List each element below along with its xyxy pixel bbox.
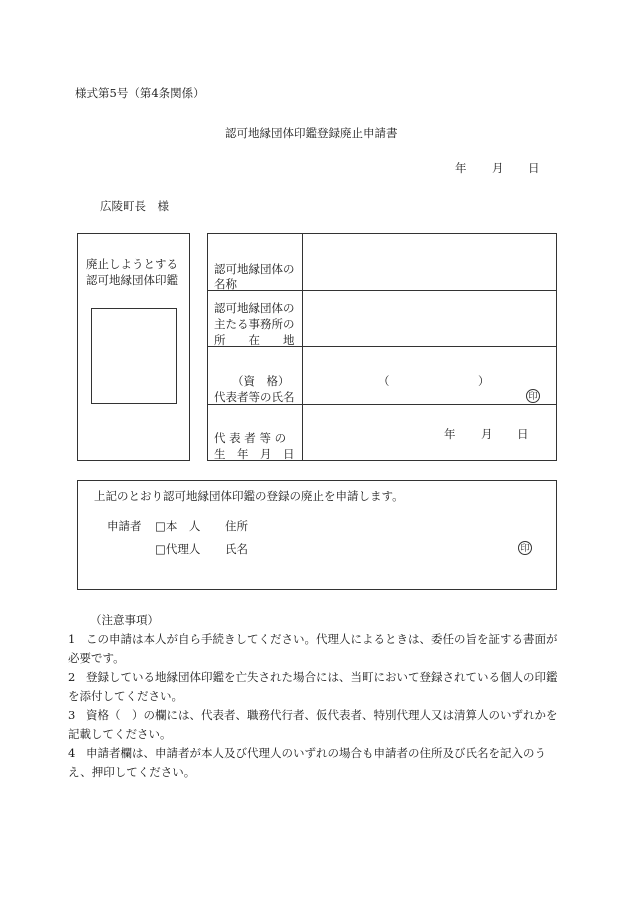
applicant-name-field[interactable] — [258, 539, 508, 555]
date-month: 月 — [492, 161, 504, 175]
seal-mark-icon: 印 — [526, 389, 540, 403]
applicant-name-label: 氏名 — [225, 542, 248, 556]
qualification-paren-open: （ — [378, 374, 390, 388]
office-address-label-3: 所 在 地 — [214, 333, 295, 347]
note-item: 1 この申請は本人が自ら手続きしてください。代理人によるときは、委任の旨を証する書面が必要です。 — [68, 632, 558, 665]
form-number: 様式第5号（第4条関係） — [75, 86, 205, 100]
page-title: 認可地縁団体印鑑登録廃止申請書 — [225, 126, 398, 140]
representative-name-label: 代表者等の氏名 — [214, 390, 295, 404]
table-divider — [302, 233, 303, 461]
birth-year: 年 — [444, 427, 456, 441]
notes-heading: （注意事項） — [90, 613, 159, 627]
birthdate-label-2: 生 年 月 日 — [214, 447, 295, 461]
date-day: 日 — [528, 161, 540, 175]
table-row-line — [207, 290, 557, 291]
applicant-address-field[interactable] — [258, 516, 508, 532]
applicant-seal-mark-icon: 印 — [518, 541, 532, 555]
birthdate-label-1: 代 表 者 等 の — [214, 431, 287, 445]
application-statement: 上記のとおり認可地縁団体印鑑の登録の廃止を申請します。 — [94, 489, 404, 503]
note-item: 4 申請者欄は、申請者が本人及び代理人のいずれの場合も申請者の住所及び氏名を記入のうえ、押印してください。 — [68, 746, 546, 779]
applicant-label: 申請者 — [107, 519, 142, 533]
representative-name-field[interactable] — [306, 388, 516, 402]
office-address-label-2: 主たる事務所の — [214, 317, 295, 331]
note-item: 3 資格（ ）の欄には、代表者、職務代行者、仮代表者、特別代理人又は清算人のいずれかを記載してください。 — [68, 708, 558, 741]
applicant-address-label: 住所 — [225, 519, 248, 533]
office-address-field[interactable] — [306, 293, 554, 343]
seal-impression-area[interactable] — [91, 308, 177, 404]
org-name-label-2: 名称 — [214, 277, 237, 291]
date-year: 年 — [455, 161, 467, 175]
org-name-field[interactable] — [306, 236, 554, 288]
seal-box-label-1: 廃止しようとする — [86, 257, 178, 271]
birth-day: 日 — [517, 427, 529, 441]
birth-month: 月 — [481, 427, 493, 441]
note-item: 2 登録している地縁団体印鑑を亡失された場合には、当町において登録されている個人の印鑑を添付してください。 — [68, 670, 558, 703]
addressee: 広陵町長 様 — [100, 199, 169, 213]
qualification-field[interactable] — [395, 370, 473, 388]
org-name-label-1: 認可地縁団体の — [214, 262, 295, 276]
seal-box-label-2: 認可地縁団体印鑑 — [86, 273, 178, 287]
birthdate-field[interactable] — [306, 408, 554, 458]
office-address-label-1: 認可地縁団体の — [214, 301, 295, 315]
option-agent-checkbox[interactable]: □代理人 — [155, 542, 201, 556]
qualification-paren-close: ） — [478, 374, 490, 388]
option-self-checkbox[interactable]: □本 人 — [155, 519, 201, 533]
qualification-label: （資 格） — [232, 374, 290, 388]
